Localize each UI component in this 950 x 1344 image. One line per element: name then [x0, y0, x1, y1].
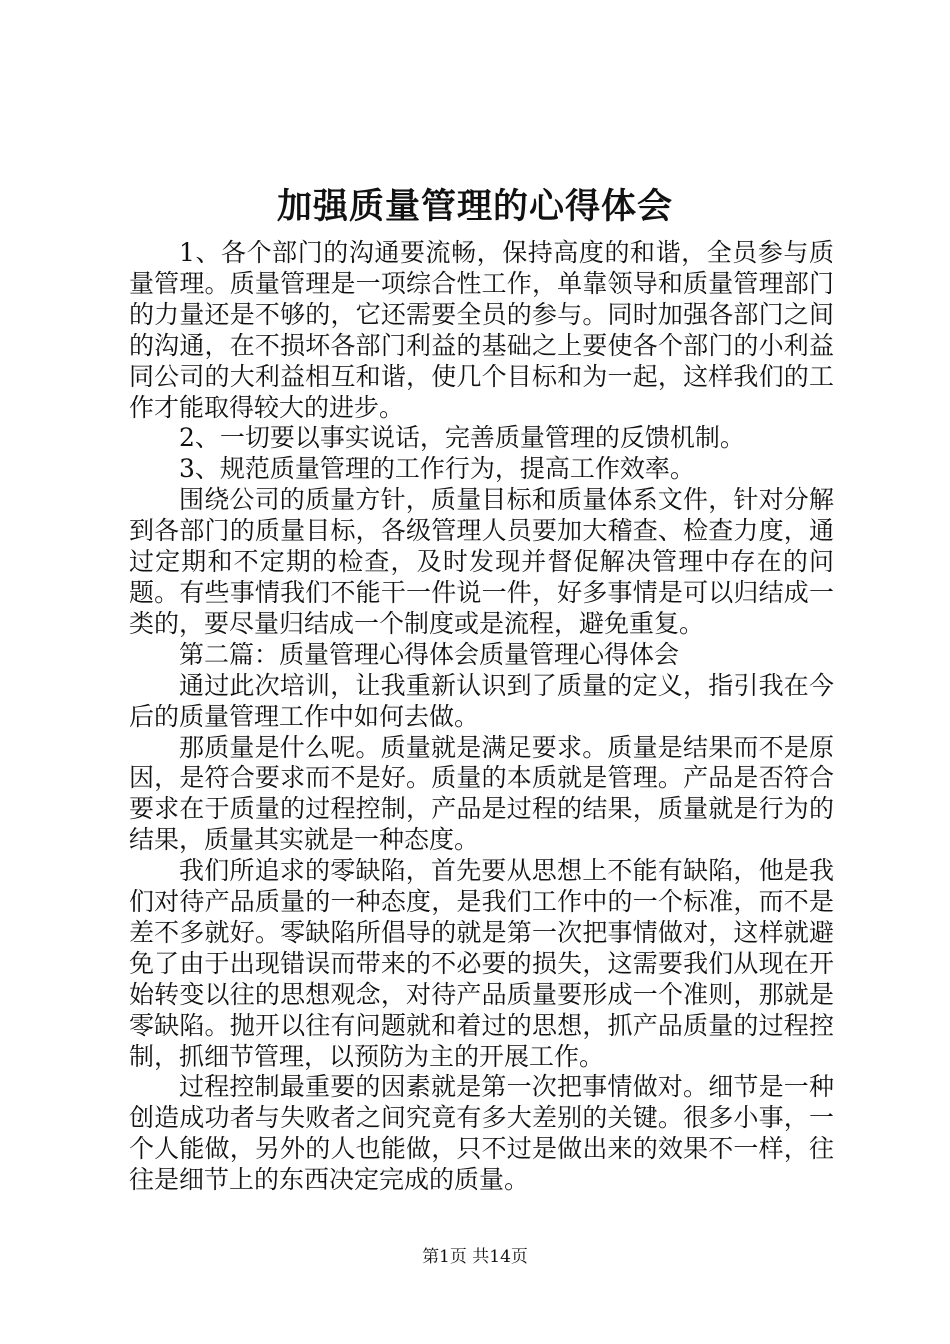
- document-body: [129, 238, 834, 1196]
- document-title: 加强质量管理的心得体会: [276, 186, 673, 227]
- paragraph-9: 过程控制最重要的因素就是第一次把事情做对。细节是一种创造成功者与失败者之间究竟有多大差别的关键。很多小事，一个人能做，另外的人也能做，只不过是做出来的效果不一样，往往是细节上的东西决定完成的质量。: [129, 1072, 834, 1195]
- paragraph-2: 2、一切要以事实说话，完善质量管理的反馈机制。: [179, 423, 745, 453]
- paragraph-4: 围绕公司的质量方针，质量目标和质量体系文件，针对分解到各部门的质量目标，各级管理人员要加大稽查、检查力度，通过定期和不定期的检查，及时发现并督促解决管理中存在的问题。有些事情我们不能干一件说一件，好多事情是可以归结成一类的，要尽量归结成一个制度或是流程，避免重复。: [129, 485, 834, 638]
- paragraph-3: 3、规范质量管理的工作行为，提高工作效率。: [179, 454, 695, 484]
- paragraph-6: 通过此次培训，让我重新认识到了质量的定义，指引我在今后的质量管理工作中如何去做。: [129, 670, 834, 731]
- paragraph-8: 我们所追求的零缺陷，首先要从思想上不能有缺陷，他是我们对待产品质量的一种态度，是我们工作中的一个标准，而不是差不多就好。零缺陷所倡导的就是第一次把事情做对，这样就避免了由于出现错误而带来的不必要的损失，这需要我们从现在开始转变以往的思想观念，对待产品质量要形成一个准则，那就是零缺陷。抛开以往有问题就和着过的思想，抓产品质量的过程控制，抓细节管理，以预防为主的开展工作。: [129, 856, 834, 1071]
- paragraph-1: 1、各个部门的沟通要流畅，保持高度的和谐，全员参与质量管理。质量管理是一项综合性工作，单靠领导和质量管理部门的力量还是不够的，它还需要全员的参与。同时加强各部门之间的沟通，在不损坏各部门利益的基础之上要使各个部门的小利益同公司的大利益相互和谐，使几个目标和为一起，这样我们的工作才能取得较大的进步。: [129, 238, 834, 422]
- page-number-footer: 第1页 共14页: [422, 1247, 528, 1267]
- section-heading-second-part: 第二篇：质量管理心得体会质量管理心得体会: [179, 639, 680, 669]
- paragraph-7: 那质量是什么呢。质量就是满足要求。质量是结果而不是原因，是符合要求而不是好。质量的本质就是管理。产品是否符合要求在于质量的过程控制，产品是过程的结果，质量就是行为的结果，质量其实就是一种态度。: [129, 732, 834, 855]
